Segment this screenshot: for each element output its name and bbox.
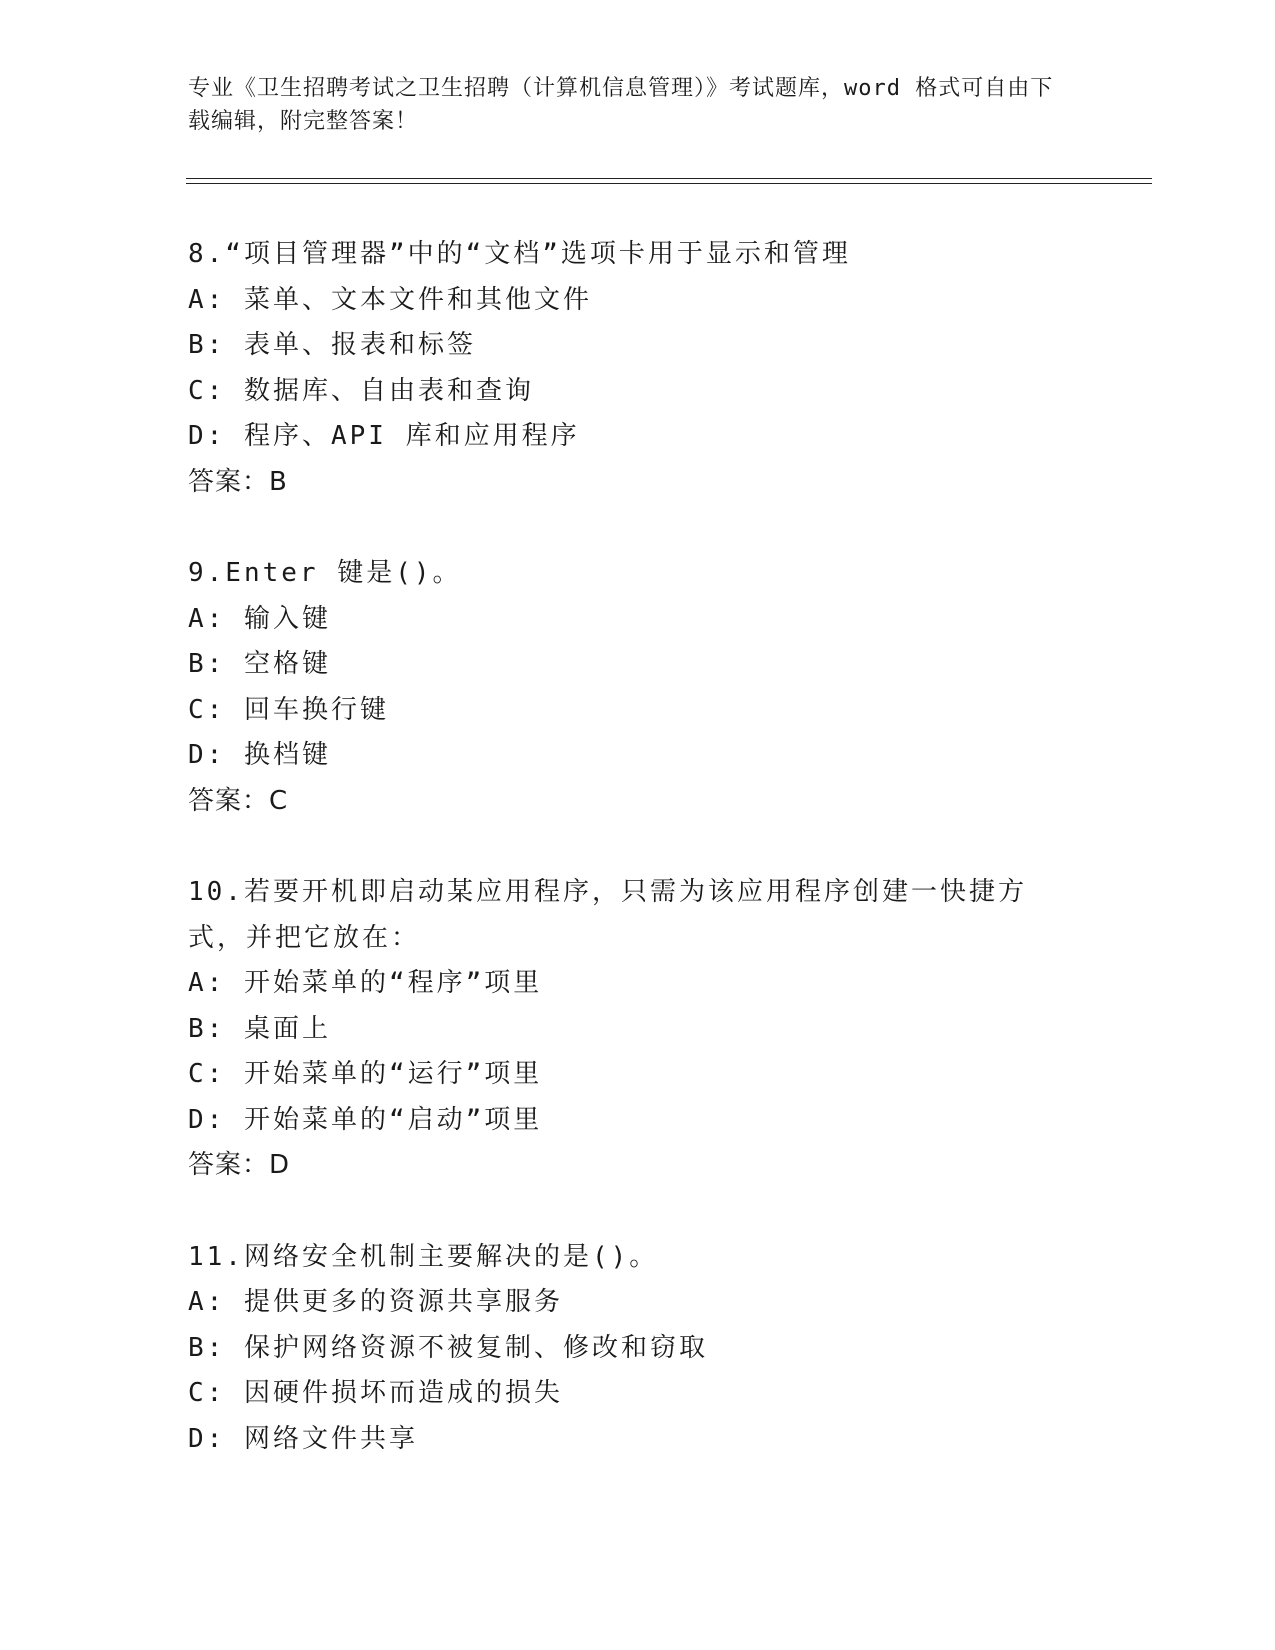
- answer-line: 答案：C: [188, 785, 289, 816]
- option-c: C: 回车换行键: [188, 694, 389, 725]
- question-9: [188, 551, 1088, 824]
- question-stem: 8.“项目管理器”中的“文档”选项卡用于显示和管理: [188, 239, 851, 269]
- question-stem: 11.网络安全机制主要解决的是()。: [188, 1241, 659, 1272]
- question-stem: 10.若要开机即启动某应用程序，只需为该应用程序创建一快捷方式，并把它放在：: [188, 877, 1027, 953]
- option-a: A: 菜单、文本文件和其他文件: [188, 284, 592, 315]
- document-intro: 专业《卫生招聘考试之卫生招聘（计算机信息管理）》考试题库，word 格式可自由下载编辑，附完整答案！: [188, 76, 1054, 134]
- question-stem: 9.Enter 键是()。: [188, 558, 462, 588]
- option-a: A: 输入键: [188, 603, 331, 634]
- option-b: B: 表单、报表和标签: [188, 330, 476, 360]
- question-8: [188, 232, 1088, 505]
- option-b: B: 保护网络资源不被复制、修改和窃取: [188, 1332, 708, 1363]
- header-divider-top: [186, 178, 1152, 179]
- option-a: A: 提供更多的资源共享服务: [188, 1287, 563, 1317]
- option-b: B: 空格键: [188, 649, 331, 679]
- option-b: B: 桌面上: [188, 1013, 331, 1044]
- option-d: D: 换档键: [188, 740, 331, 770]
- option-d: D: 开始菜单的“启动”项里: [188, 1104, 543, 1135]
- header-divider-bottom: [186, 183, 1152, 184]
- answer-line: 答案：D: [188, 1150, 291, 1180]
- option-a: A: 开始菜单的“程序”项里: [188, 968, 543, 998]
- question-list: [188, 232, 1088, 1508]
- option-c: C: 开始菜单的“运行”项里: [188, 1059, 543, 1089]
- answer-line: 答案：B: [188, 466, 288, 497]
- question-10: [188, 870, 1088, 1189]
- option-c: C: 数据库、自由表和查询: [188, 375, 534, 406]
- option-c: C: 因硬件损坏而造成的损失: [188, 1378, 563, 1408]
- option-d: D: 程序、API 库和应用程序: [188, 421, 580, 451]
- option-d: D: 网络文件共享: [188, 1423, 418, 1454]
- question-11: [188, 1235, 1088, 1463]
